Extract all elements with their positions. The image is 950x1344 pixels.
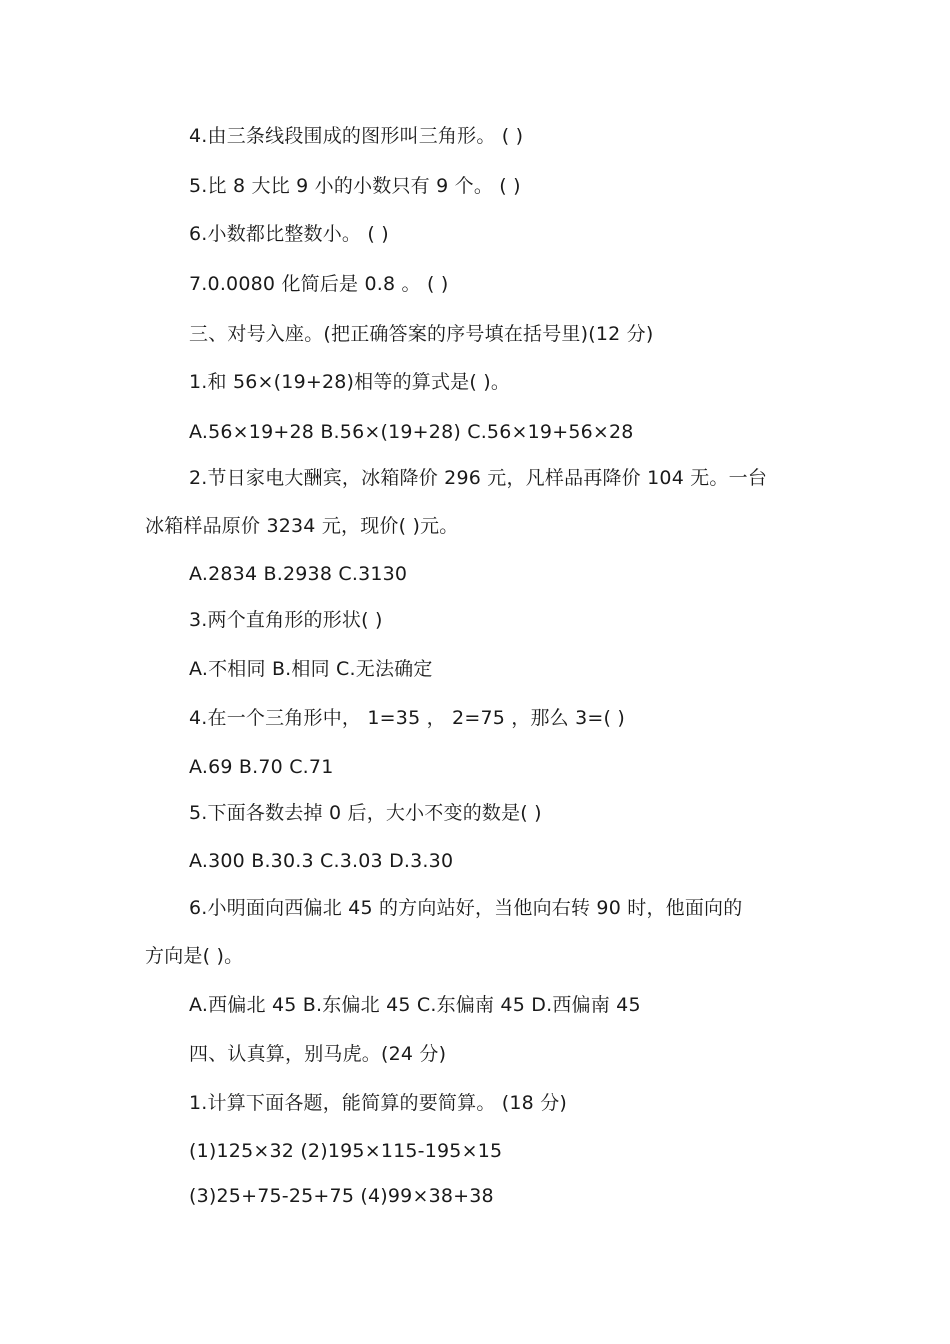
question-true-false-5: 5.比 8 大比 9 小的小数只有 9 个。 ( ): [189, 175, 521, 197]
question-true-false-7: 7.0.0080 化简后是 0.8 。 ( ): [189, 273, 449, 295]
question-choice-3: 3.两个直角形的形状( ): [189, 609, 383, 631]
question-choice-6-continued: 方向是( )。: [145, 945, 244, 967]
question-choice-1: 1.和 56×(19+28)相等的算式是( )。: [189, 371, 511, 393]
question-choice-6: 6.小明面向西偏北 45 的方向站好，当他向右转 90 时，他面向的: [189, 897, 743, 919]
question-calc-1-items-b: (3)25+75-25+75 (4)99×38+38: [189, 1185, 494, 1207]
question-choice-2-options: A.2834 B.2938 C.3130: [189, 563, 408, 585]
question-choice-3-options: A.不相同 B.相同 C.无法确定: [189, 658, 433, 680]
question-choice-4-options: A.69 B.70 C.71: [189, 756, 334, 778]
section-heading-4: 四、认真算，别马虎。(24 分): [189, 1043, 447, 1065]
question-choice-4: 4.在一个三角形中， 1=35 ， 2=75 ，那么 3=( ): [189, 707, 625, 729]
question-true-false-6: 6.小数都比整数小。 ( ): [189, 223, 389, 245]
question-choice-5-options: A.300 B.30.3 C.3.03 D.3.30: [189, 850, 454, 872]
section-heading-3: 三、对号入座。(把正确答案的序号填在括号里)(12 分): [189, 323, 654, 345]
question-choice-6-options: A.西偏北 45 B.东偏北 45 C.东偏南 45 D.西偏南 45: [189, 994, 641, 1016]
question-choice-2-continued: 冰箱样品原价 3234 元，现价( )元。: [145, 515, 459, 537]
question-choice-5: 5.下面各数去掉 0 后，大小不变的数是( ): [189, 802, 542, 824]
question-true-false-4: 4.由三条线段围成的图形叫三角形。 ( ): [189, 125, 524, 147]
question-choice-2: 2.节日家电大酬宾，冰箱降价 296 元，凡样品再降价 104 无。一台: [189, 467, 768, 489]
question-choice-1-options: A.56×19+28 B.56×(19+28) C.56×19+56×28: [189, 421, 634, 443]
question-calc-1-items-a: (1)125×32 (2)195×115-195×15: [189, 1140, 503, 1162]
question-calc-1: 1.计算下面各题，能简算的要简算。 (18 分): [189, 1092, 568, 1114]
